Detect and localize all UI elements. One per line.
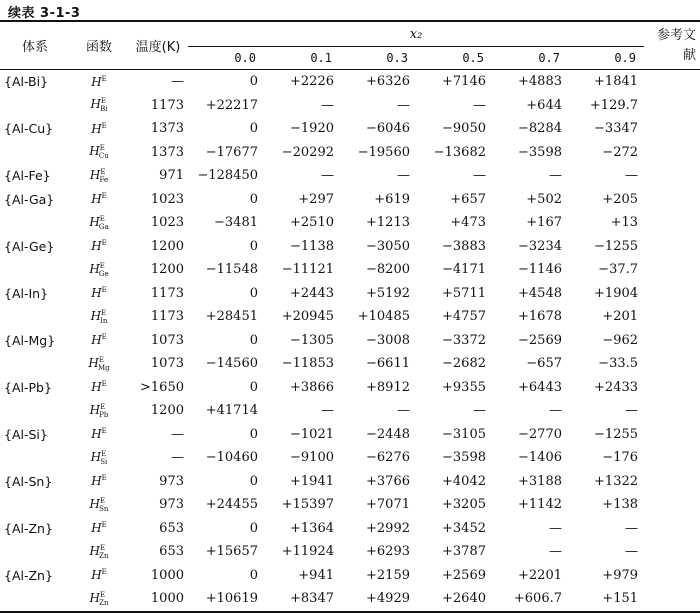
- table-row: [0, 258, 700, 282]
- temperature-cell: 1173: [150, 285, 184, 301]
- value-cell: −2682: [442, 356, 486, 372]
- system-cell: [0, 305, 70, 329]
- value-cell: +2640: [442, 591, 486, 607]
- table-row: [0, 446, 700, 470]
- value-cell: 0: [249, 74, 258, 90]
- system-cell: [0, 399, 70, 423]
- function-cell: [70, 282, 128, 306]
- system-cell: [0, 258, 70, 282]
- table-row: [0, 94, 700, 118]
- value-cell: −3347: [594, 121, 639, 137]
- function-cell: [70, 446, 128, 470]
- reference-cell: [644, 517, 700, 541]
- header-x2: [188, 21, 644, 47]
- table-row: [0, 423, 700, 447]
- function-cell: [70, 517, 128, 541]
- value-cell: 0: [249, 238, 258, 254]
- value-cell: +3766: [366, 473, 410, 489]
- value-cell: −3481: [214, 215, 258, 231]
- table-row: [0, 70, 700, 94]
- temperature-cell: —: [171, 426, 184, 442]
- value-cell: +2510: [290, 215, 334, 231]
- value-cell: +1322: [594, 473, 639, 489]
- value-cell: +3205: [442, 497, 486, 513]
- value-cell: −128450: [197, 168, 258, 184]
- value-cell: —: [625, 544, 639, 560]
- table-row: [0, 141, 700, 165]
- value-cell: −6046: [366, 121, 410, 137]
- value-cell: +4883: [518, 74, 562, 90]
- value-cell: 0: [249, 332, 258, 348]
- value-cell: −1305: [290, 332, 334, 348]
- value-cell: 0: [249, 520, 258, 536]
- function-symbol: $H^E$: [91, 427, 107, 442]
- value-cell: −1146: [518, 262, 562, 278]
- table-row: [0, 352, 700, 376]
- system-cell: {Al-Sn}: [4, 473, 53, 489]
- function-symbol: $H^E_{Ga}$: [89, 214, 109, 231]
- header-row-1: [0, 21, 700, 47]
- table-row: [0, 117, 700, 141]
- value-cell: +1941: [290, 473, 334, 489]
- value-cell: 0: [249, 379, 258, 395]
- function-cell: [70, 94, 128, 118]
- system-cell: [0, 587, 70, 612]
- reference-cell: [644, 587, 700, 612]
- table-row: [0, 188, 700, 212]
- value-cell: +1142: [518, 497, 562, 513]
- value-cell: −1255: [594, 426, 639, 442]
- function-symbol: $H^E$: [91, 286, 107, 301]
- value-cell: +3787: [442, 544, 486, 560]
- value-cell: −1255: [594, 238, 639, 254]
- system-cell: {Al-Fe}: [4, 168, 51, 184]
- system-cell: {Al-Si}: [4, 426, 48, 442]
- value-cell: +2992: [366, 520, 410, 536]
- function-cell: [70, 376, 128, 400]
- function-symbol: $H^E_{Cu}$: [89, 144, 109, 161]
- value-cell: −9050: [442, 121, 486, 137]
- reference-cell: [644, 423, 700, 447]
- function-cell: [70, 258, 128, 282]
- value-cell: −1406: [518, 450, 562, 466]
- function-cell: [70, 117, 128, 141]
- value-cell: —: [625, 168, 639, 184]
- temperature-cell: 1023: [150, 191, 184, 207]
- temperature-cell: 1073: [150, 356, 184, 372]
- temperature-cell: 1173: [150, 97, 184, 113]
- value-cell: —: [321, 403, 334, 419]
- value-cell: −11853: [281, 356, 334, 372]
- value-cell: +4929: [366, 591, 410, 607]
- reference-cell: [644, 164, 700, 188]
- value-cell: −3008: [366, 332, 410, 348]
- function-cell: [70, 70, 128, 94]
- reference-cell: [644, 141, 700, 165]
- table-row: [0, 470, 700, 494]
- function-symbol: $H^E$: [91, 568, 107, 583]
- value-cell: +1904: [594, 285, 639, 301]
- value-cell: −13682: [433, 144, 486, 160]
- value-cell: —: [549, 168, 562, 184]
- value-cell: −8200: [366, 262, 410, 278]
- temperature-cell: 1200: [150, 262, 184, 278]
- value-cell: +2159: [366, 567, 410, 583]
- value-cell: +151: [602, 591, 639, 607]
- header-x-value: 0.0: [234, 51, 256, 65]
- value-cell: −3372: [442, 332, 486, 348]
- value-cell: −3598: [518, 144, 562, 160]
- value-cell: +22217: [205, 97, 258, 113]
- value-cell: —: [473, 168, 486, 184]
- function-cell: [70, 164, 128, 188]
- value-cell: −1138: [290, 238, 334, 254]
- value-cell: +1364: [290, 520, 334, 536]
- system-cell: [0, 352, 70, 376]
- value-cell: +2433: [594, 379, 639, 395]
- temperature-cell: —: [171, 450, 184, 466]
- value-cell: —: [625, 520, 639, 536]
- temperature-cell: 653: [159, 544, 184, 560]
- value-cell: —: [473, 403, 486, 419]
- system-cell: {Al-Ge}: [4, 238, 55, 254]
- value-cell: +3866: [290, 379, 334, 395]
- system-cell: [0, 493, 70, 517]
- reference-cell: [644, 188, 700, 212]
- table-row: [0, 164, 700, 188]
- value-cell: +129.7: [589, 97, 639, 113]
- table-row: [0, 587, 700, 612]
- function-symbol: $H^E_{Fe}$: [89, 167, 109, 184]
- value-cell: −17677: [205, 144, 258, 160]
- value-cell: +2569: [442, 567, 486, 583]
- function-symbol: $H^E$: [91, 121, 107, 136]
- header-x-value: 0.7: [538, 51, 560, 65]
- system-cell: {Al-In}: [4, 285, 49, 301]
- value-cell: +10619: [205, 591, 258, 607]
- temperature-cell: 1073: [150, 332, 184, 348]
- reference-cell: [644, 352, 700, 376]
- value-cell: +1678: [518, 309, 562, 325]
- value-cell: +7146: [442, 74, 486, 90]
- header-x-value: 0.5: [462, 51, 484, 65]
- temperature-cell: 1373: [150, 121, 184, 137]
- table-row: [0, 493, 700, 517]
- value-cell: +10485: [357, 309, 410, 325]
- header-x-value: 0.3: [386, 51, 408, 65]
- value-cell: −9100: [290, 450, 334, 466]
- system-cell: {Al-Zn}: [4, 567, 53, 583]
- reference-cell: [644, 470, 700, 494]
- header-x-value: 0.9: [614, 51, 637, 65]
- value-cell: +6326: [366, 74, 410, 90]
- value-cell: +28451: [205, 309, 258, 325]
- system-cell: {Al-Bi}: [4, 74, 49, 90]
- table-row: [0, 305, 700, 329]
- temperature-cell: 1173: [150, 309, 184, 325]
- function-symbol: $H^E$: [91, 521, 107, 536]
- system-cell: [0, 141, 70, 165]
- value-cell: −19560: [357, 144, 410, 160]
- temperature-cell: 971: [159, 168, 184, 184]
- value-cell: −4171: [442, 262, 486, 278]
- system-cell: {Al-Zn}: [4, 520, 53, 536]
- value-cell: 0: [249, 473, 258, 489]
- reference-cell: [644, 564, 700, 588]
- reference-cell: [644, 376, 700, 400]
- value-cell: —: [473, 97, 486, 113]
- header-reference: 参考文献: [657, 27, 697, 63]
- temperature-cell: >1650: [140, 379, 184, 395]
- table-row: [0, 329, 700, 353]
- value-cell: −3883: [442, 238, 486, 254]
- function-cell: [70, 141, 128, 165]
- value-cell: —: [625, 403, 639, 419]
- value-cell: +201: [602, 309, 639, 325]
- value-cell: +20945: [281, 309, 334, 325]
- function-symbol: $H^E_{Mg}$: [88, 355, 110, 372]
- value-cell: —: [397, 97, 410, 113]
- function-cell: [70, 352, 128, 376]
- table-caption: 续表 3-1-3: [8, 6, 81, 21]
- value-cell: −14560: [205, 356, 258, 372]
- header-x-value: 0.1: [310, 51, 332, 65]
- reference-cell: [644, 305, 700, 329]
- table-row: [0, 517, 700, 541]
- function-cell: [70, 305, 128, 329]
- temperature-cell: 1200: [150, 238, 184, 254]
- value-cell: −3234: [518, 238, 562, 254]
- value-cell: —: [321, 97, 334, 113]
- value-cell: +5192: [366, 285, 410, 301]
- value-cell: +473: [450, 215, 486, 231]
- function-symbol: $H^E_{Zn}$: [89, 590, 109, 607]
- value-cell: +15657: [205, 544, 258, 560]
- value-cell: +619: [374, 191, 410, 207]
- temperature-cell: 1200: [150, 403, 184, 419]
- value-cell: −1021: [290, 426, 334, 442]
- value-cell: −657: [526, 356, 562, 372]
- value-cell: −2448: [366, 426, 410, 442]
- header-function: 函数: [85, 40, 112, 55]
- system-cell: {Al-Ga}: [4, 191, 55, 207]
- value-cell: +2201: [518, 567, 562, 583]
- table-row: [0, 399, 700, 423]
- value-cell: +1841: [594, 74, 639, 90]
- reference-cell: [644, 70, 700, 94]
- system-cell: [0, 540, 70, 564]
- reference-cell: [644, 211, 700, 235]
- value-cell: —: [321, 168, 334, 184]
- value-cell: +41714: [205, 403, 258, 419]
- reference-cell: [644, 94, 700, 118]
- reference-cell: [644, 329, 700, 353]
- temperature-cell: 1023: [150, 215, 184, 231]
- system-cell: [0, 94, 70, 118]
- value-cell: +8347: [290, 591, 334, 607]
- function-cell: [70, 470, 128, 494]
- function-symbol: $H^E_{Zn}$: [89, 543, 109, 560]
- table-body: [0, 70, 700, 612]
- value-cell: +138: [602, 497, 639, 513]
- value-cell: +4757: [442, 309, 486, 325]
- value-cell: +11924: [281, 544, 334, 560]
- table-row: [0, 564, 700, 588]
- value-cell: −20292: [281, 144, 334, 160]
- value-cell: −3598: [442, 450, 486, 466]
- system-cell: {Al-Mg}: [4, 332, 56, 348]
- function-cell: [70, 211, 128, 235]
- value-cell: −3105: [442, 426, 486, 442]
- value-cell: +2226: [290, 74, 334, 90]
- value-cell: 0: [249, 567, 258, 583]
- value-cell: —: [549, 520, 562, 536]
- temperature-cell: 1373: [150, 144, 184, 160]
- value-cell: 0: [249, 285, 258, 301]
- function-symbol: $H^E$: [91, 192, 107, 207]
- function-cell: [70, 235, 128, 259]
- function-symbol: $H^E$: [91, 239, 107, 254]
- value-cell: +644: [526, 97, 562, 113]
- value-cell: +4548: [518, 285, 562, 301]
- value-cell: +502: [526, 191, 562, 207]
- value-cell: +6293: [366, 544, 410, 560]
- function-symbol: $H^E$: [91, 380, 107, 395]
- value-cell: +941: [298, 567, 334, 583]
- header-system: 体系: [21, 40, 48, 55]
- value-cell: −11121: [281, 262, 334, 278]
- function-symbol: $H^E_{Si}$: [90, 449, 108, 466]
- temperature-cell: 653: [159, 520, 184, 536]
- system-cell: {Al-Cu}: [4, 121, 54, 137]
- table-row: [0, 282, 700, 306]
- value-cell: −11548: [205, 262, 258, 278]
- value-cell: −10460: [205, 450, 258, 466]
- function-symbol: $H^E$: [91, 474, 107, 489]
- function-cell: [70, 587, 128, 612]
- value-cell: −176: [602, 450, 639, 466]
- table-row: [0, 540, 700, 564]
- function-symbol: $H^E_{Pb}$: [89, 402, 109, 419]
- x2-label: x₂: [409, 26, 423, 42]
- temperature-cell: 1000: [150, 567, 184, 583]
- reference-cell: [644, 540, 700, 564]
- value-cell: +167: [526, 215, 562, 231]
- reference-cell: [644, 235, 700, 259]
- value-cell: —: [549, 544, 562, 560]
- function-symbol: $H^E_{Sn}$: [89, 496, 109, 513]
- reference-cell: [644, 399, 700, 423]
- value-cell: 0: [249, 426, 258, 442]
- value-cell: +4042: [442, 473, 486, 489]
- temperature-cell: 973: [159, 473, 184, 489]
- value-cell: −962: [602, 332, 639, 348]
- system-cell: [0, 446, 70, 470]
- value-cell: 0: [249, 121, 258, 137]
- value-cell: +8912: [366, 379, 410, 395]
- value-cell: −6276: [366, 450, 410, 466]
- function-symbol: $H^E$: [91, 333, 107, 348]
- temperature-cell: —: [171, 74, 184, 90]
- table-row: [0, 211, 700, 235]
- value-cell: +13: [610, 215, 639, 231]
- value-cell: +979: [602, 567, 639, 583]
- value-cell: +3188: [518, 473, 562, 489]
- function-symbol: $H^E$: [91, 74, 107, 89]
- value-cell: —: [397, 168, 410, 184]
- reference-cell: [644, 117, 700, 141]
- thermo-table: [0, 20, 700, 613]
- value-cell: —: [549, 403, 562, 419]
- value-cell: −6611: [366, 356, 410, 372]
- value-cell: −272: [602, 144, 639, 160]
- reference-cell: [644, 258, 700, 282]
- value-cell: +1213: [366, 215, 410, 231]
- function-cell: [70, 329, 128, 353]
- function-cell: [70, 540, 128, 564]
- value-cell: 0: [249, 191, 258, 207]
- reference-cell: [644, 493, 700, 517]
- value-cell: +205: [602, 191, 639, 207]
- value-cell: —: [397, 403, 410, 419]
- value-cell: +2443: [290, 285, 334, 301]
- system-cell: {Al-Pb}: [4, 379, 52, 395]
- function-cell: [70, 564, 128, 588]
- function-symbol: $H^E_{Bi}$: [90, 97, 108, 114]
- temperature-cell: 1000: [150, 591, 184, 607]
- value-cell: +6443: [518, 379, 562, 395]
- value-cell: −2569: [518, 332, 562, 348]
- value-cell: −1920: [290, 121, 334, 137]
- value-cell: +606.7: [513, 591, 562, 607]
- value-cell: +3452: [442, 520, 486, 536]
- reference-cell: [644, 282, 700, 306]
- value-cell: +297: [298, 191, 334, 207]
- system-cell: [0, 211, 70, 235]
- function-cell: [70, 399, 128, 423]
- table-row: [0, 235, 700, 259]
- value-cell: −3050: [366, 238, 410, 254]
- value-cell: −33.5: [598, 356, 639, 372]
- function-cell: [70, 423, 128, 447]
- value-cell: +24455: [205, 497, 258, 513]
- table-row: [0, 376, 700, 400]
- function-cell: [70, 493, 128, 517]
- function-symbol: $H^E_{Ge}$: [89, 261, 109, 278]
- temperature-cell: 973: [159, 497, 184, 513]
- value-cell: +657: [450, 191, 486, 207]
- value-cell: −37.7: [598, 262, 639, 278]
- function-symbol: $H^E_{In}$: [90, 308, 108, 325]
- header-temperature: 温度(K): [135, 40, 181, 55]
- value-cell: −8284: [518, 121, 562, 137]
- value-cell: +9355: [442, 379, 486, 395]
- value-cell: −2770: [518, 426, 562, 442]
- function-cell: [70, 188, 128, 212]
- value-cell: +15397: [281, 497, 334, 513]
- value-cell: +5711: [442, 285, 486, 301]
- reference-cell: [644, 446, 700, 470]
- value-cell: +7071: [366, 497, 410, 513]
